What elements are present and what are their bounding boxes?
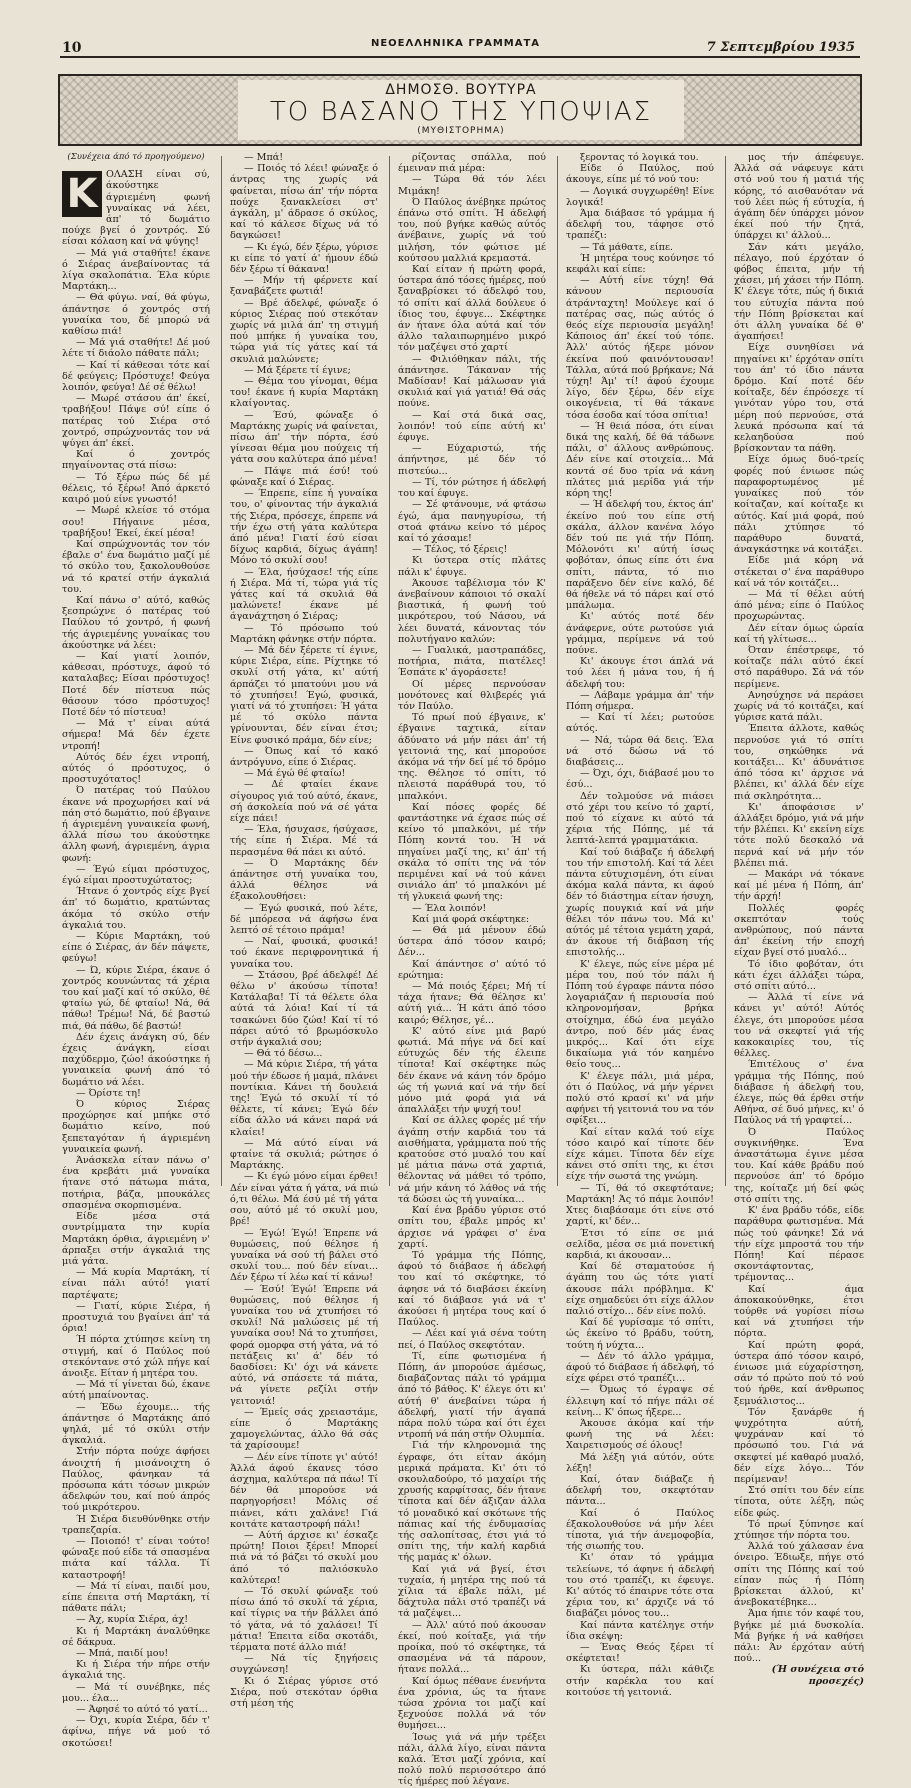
paragraph: — Τό ξέρω πώς δέ μέ θέλεις, τό ξέρω! Άπό άρκετό καιρό μού είνε γνωστό! <box>62 471 210 506</box>
paragraph: — Μωρέ κλείσε τό στόμα σου! Πήγαινε μέσα, τραβήξου! Έκεί, έκεί μέσα! <box>62 505 210 539</box>
paragraph: — Τό σκυλί φώναξε τού πίσω άπό τό σκυλί τά χέρια, καί τίγρις να τήν βάλλει άπό τό γάτα, νά τό χαλάσει! Τί μάτια! Έπειτα είδα σκοτάδι, τέρματα ποτέ άλλο πιά! <box>230 1586 378 1654</box>
paragraph: Είδε ό Παύλος, πού άκουγε, είπε μέ τό νού του: <box>566 163 714 186</box>
paragraph-list <box>566 152 714 1698</box>
paragraph: — Μπά! <box>244 152 284 163</box>
paragraph: — Έλα λοιπόν! <box>412 902 487 914</box>
paragraph: Τό πρωί πού έβγαινε, κ' έβγαινε ταχτικά, είταν άδύνατο νά μήν πάει άπ' τή γειτονιά της, καί μπορούσε άκόμα νά τήν δεί μέ τό δρόμο της. Θέλησε τό σπίτι, τό πλειστά παράθυρά του, τό μπαλκόνι. <box>398 712 546 802</box>
paragraph: Άμα ήπιε τόν καφέ του, βγήκε μέ μιά δυσκολία. Μά βγήκε ή νά καθήσει πάλι: Άν έρχόταν αύτή πού... <box>734 1608 864 1665</box>
paragraph: — Ένας Θεός ξέρει τί σκέφτεται! <box>566 1642 714 1665</box>
paragraph: — Όρίστε τη! <box>76 1087 141 1099</box>
paragraph: — Έλα, ήσύχασε! τής είπε ή Σιέρα. Μά τί, τώρα γιά τίς γάτες καί τά σκυλιά θά μαλώνετε! έκανε μέ άγανάχτηση ό Σιέρας; <box>230 566 378 623</box>
paragraph: Κι ό Σιέρας γύρισε στό Σιέρα, πού στεκόταν όρθια στή μέση τής <box>230 1675 378 1710</box>
paragraph: Κι ύστερα, πάλι κάθιζε στήν καρέκλα του καί κοιτούσε τή γειτονιά. <box>566 1664 714 1698</box>
paragraph: — Στάσου, βρέ άδελφέ! Δέ θέλω ν' άκούσω τίποτα! Κατάλαβα! Τί τά θέλετε όλα αύτά τά λόια! Καί τί τά τσακώνει δύο ζώα! Καί τί τό πάρει αύτό τό βρωμόσκυλο στήν άγκαλιά σου; <box>230 969 378 1049</box>
paragraph: — Θέμα του γίνομαι, θέμα του! έκανε ή κυρία Μαρτάκη κλαίγοντας. <box>230 376 378 410</box>
issue-date: 7 Σεπτεμβρίου 1935 <box>706 40 855 55</box>
paragraph: Καί δέ σταματούσε ή άγάπη του ώς τότε γιατί άκουσε πάλι πρόβλημα. Κ' είχε σημαδεύει ότι είχε άλλον παλιό στίχο... δέν είνε πολύ. <box>566 1261 714 1317</box>
paragraph-list <box>734 152 864 1664</box>
paragraph: — Άφησέ το αύτό τό γατί... <box>76 1704 208 1716</box>
paragraph: — Μά αύτό είναι νά φταίνε τά σκυλιά; ρώτησε ό Μαρτάκης. <box>230 1137 378 1172</box>
column-divider <box>221 156 222 1186</box>
paragraph: — Έπρεπε, είπε ή γυναίκα του, ο' φίνοντας τήν άγκαλιά τής Σιέρα, πρόσεχε, έπρεπε νά τήν έχω στή γάτα καλύτερα άπό μένα! Γιατί έσύ είσαι δίχως καρδιά, δίχως άγάπη! Μόνο τό σκυλί σου! <box>230 488 378 567</box>
paragraph: — Μά τί συνέβηκε, πές μου... έλα... <box>62 1681 210 1704</box>
paragraph: ξεροντας τό λογικά του. <box>580 152 699 163</box>
paragraph: — Θά φύγω. ναί, θά φύγω, άπάντησε ό χοντρός στή γυναίκα του, δέ μπορώ νά καθίσω πιά! <box>62 292 210 338</box>
paragraph: — Μακάρι νά τόκανε καί μέ μένα ή Πόπη, άπ' τήν άρχή! <box>734 869 864 903</box>
paragraph: Άκουσε ταβέλισμα τόν Κ' άνεβαίνουν κάποιοι τό σκαλί βιαστικά, ή φωνή τού μικρότερου, τού Νάσου, νά λέει δυνατά, κάνοντας τόν πολυτήγανο καλών: <box>398 577 546 645</box>
paragraph: Κ' ένα βράδυ τόδε, είδε παράθυρα φωτισμένα. Μά πώς τού φάνηκε! Σά νά τήν είχε μπροστά του τήν Πόπη! Καί πέρασε σκοντάφτοντας, τρέμοντας... <box>734 1205 864 1284</box>
paragraph: Καί άπάντησε σ' αύτό τό ερώτημα: <box>398 958 546 981</box>
text-column-1 <box>62 152 210 1749</box>
paragraph: — Γιατί, κύριε Σιέρα, ή προστυχιά του βγαίνει άπ' τά όρια! <box>62 1300 210 1335</box>
paragraph: — Ποιοπό! τ' είναι τούτο! φώναξε πού είδε τά σπασμένα πιάτα καί τάλλα. Τί καταστροφή! <box>62 1535 210 1581</box>
paragraph: Κι ή Σιέρα τήν πήρε στήν άγκαλιά της. <box>62 1659 210 1682</box>
text-column-3 <box>398 152 546 1788</box>
paragraph: — Μά τί είναι, παιδί μου, είπε έπειτα στή Μαρτάκη, τί πάθατε πάλι; <box>62 1580 210 1615</box>
paragraph: Κ' αύτό είνε μιά βαρύ φωτιά. Μά πήγε νά δεί καί εύτυχώς δέν τής έλειπε τίποτα! Καί σκέφτηκε πώς δέν έκανε νά κάνη τόν δρόμο ώς τή γωνιά καί νά τήν δεί μόνο μιά φορά γιά νά άπαλλάξει τήν ψυχή του! <box>398 1025 546 1116</box>
text-column-2 <box>230 152 378 1710</box>
paragraph: — Έσύ! Έγώ! Έπρεπε νά θυμώσεις, πού θέλησε ή γυναίκα του νά χτυπήσει τό σκυλί! Νά μαλώσεις μέ τή γυναίκα σου! Νά το χτυπήσει, φορά ομορφα στή γάτα, νά τό πετάξεις κι' ά' δέν τό δασδίσει: Κι' όχι νά κάνετε αύτό, νά σπάσετε τά πιάτα, νά γίνετε ρεζίλι στήν γειτονιά! <box>230 1283 378 1407</box>
paragraph: Αύτός δέν έχει ντροπή, αύτός ό πρόστυχος, ό προστυχότατος! <box>62 751 210 786</box>
paragraph: Ό Παύλος συγκινήθηκε. Ένα άναστάτωμα έγινε μέσα του. Καί κάθε βράδυ πού περνούσε άπ' τό δρόμο της, κοίταζε μή δεί φώς στό σπίτι της. <box>734 1126 864 1205</box>
paragraph: — Όμως τό έγραψε σέ έλλειψη καί τό πήγε πάλι σέ κείνη... Κ' όπως ήξερε... <box>566 1384 714 1418</box>
paragraph: — Μά κυρία Μαρτάκη, τί είναι πάλι αύτό! γιατί παρτέψατε; <box>62 1267 210 1301</box>
paragraph: — Ή άδελφή του, έκτος άπ' έκείνο πού του είπε στή σκάλα, άλλον κανένα λόγο δέν τού πε γιά τήν Πόπη. Μόλονότι κι' αύτή ίσως φοβόταν, όπως είπε ότι ένα σπίτι, πάντα, τό πιο παράξενο δέν είνε καλό, δέ θά ήθελε νά τό πάρει καί στό μπάλωμα. <box>566 499 714 612</box>
paragraph: — Ή θειά πόσα, ότι είναι δικά της καλή, δέ θά τάδωνε πάλι, σ' άλλους ανθρώπους. Δέν είνε καί στοιχεία... Μά κοντά σέ δυο τρία νά κάνη πλάτες μιά μερίδα γιά τήν κόρη της! <box>566 420 714 500</box>
paragraph: Τό ίδιο φοβόταν, ότι κάτι έχει άλλάξει τώρα, στό σπίτι αύτό... <box>734 958 864 993</box>
story-genre: (ΜΥΘΙΣΤΟΡΗΜΑ) <box>417 126 505 136</box>
paragraph: — Κι έγώ, δέν ξέρω, γύρισε κι είπε τό γατί ά' ήμουν έδώ δέν ξέρω τί θάκανα! <box>230 241 378 276</box>
paragraph: Έπιτέλους σ' ένα γράμμα τής Πόπης, πού διάβασε ή άδελφή του, έλεγε, πώς θά έρθει στήν Αθήνα, σέ δυό μήνες, κι' ό Παύλος νά τή γραφτεί... <box>734 1059 864 1127</box>
page-number: 10 <box>62 40 82 56</box>
paragraph: Οί μέρες περνούσαν μονότονες καί θλιβερές γιά τόν Παύλο. <box>398 678 546 712</box>
paragraph: Καί άμα άποκακούνθηκε, έτσι τούρθε νά γυρίσει πίσω καί νά χτυπήσει τήν πόρτα. <box>734 1283 864 1340</box>
paragraph: — Δέν είνε τίποτε γι' αύτό! Άλλά άφού έκανες τόσο άσχημα, καλύτερα πά πάω! Τί δέν θά μπορούσε νά παρηγορήσει! Μόλις σέ πιάνει, κάτι χαλάνε! Γιά κοιτάτε καταστροφή πάλι! <box>230 1451 378 1530</box>
paragraph: Καί όμως πέθανε ένενήντα ένα χρόνια, ώς τα ήτανε τώσα χρόνια τοι μαζί καί ξεχνούσε πολλά νά τόν θυμήσει... <box>398 1675 546 1732</box>
paragraph: — Άλλά τί είνε νά κάνει γι' αύτό! Αύτός έλεγε, ότι μπορούσε μέσα του νά σκεφτεί γιά τής κακοκαιρίες του, τίς θέλλες. <box>734 992 864 1060</box>
paragraph: — Μά τ' είναι αύτά σήμερα! Μά δέν έχετε ντροπή! <box>62 718 210 752</box>
continued-note: (Συνέχεια άπό τό προηγούμενο) <box>67 152 205 162</box>
paragraph: — Ποιός τό λέει! φώναξε ό άντρας της χωρίς νά φαίνεται, πίσω άπ' τήν πόρτα πούχε ξανακλείσει στ' άγκάλη, μ' άδρασε ό σκύλος, καί τό κάλεσε δίχως νά τό δαγκώσει! <box>230 163 378 242</box>
paragraph: Κι ή Μαρτάκη άναλύθηκε σέ δάκρυα. <box>62 1625 210 1648</box>
opening-paragraph <box>62 169 210 247</box>
paragraph: — Δέν τό άλλο γράμμα, άφού τό διάβασε ή άδελφή, τό είχε φέρει στό τραπέζι... <box>566 1350 714 1385</box>
paragraph: Κ' έλεγε, πώς είνε μέρα μέ μέρα του, πού τόν πάλι ή Πόπη τού έγραφε πάντα πόσο λογαριάζαν ή περιουσία πού κληρονομήσαν, βρήκα στοίχημα, έδώ ένα μεγάλο άντρο, πού δέν μάς ένας μικρός... Καί ότι είχε δικαίωμα γιά τόν καημένο θείο τους... <box>566 958 714 1071</box>
paragraph: — Μά έγώ θέ φταίω! <box>244 768 346 780</box>
paragraph: Σάν κάτι μεγάλο, πέλαγο, πού έρχόταν ό φόβος έπειτα, μήν τή χάσει, μή χάσει τήν Πόπη. Κ' έλεγε τότε, πώς ή δικιά του εύτυχία πάντα πού τήν Πόπη βρίσκεται καί ότι άλλη γυναίκα δέ θ' άγαπήσει! <box>734 241 864 343</box>
paragraph: — Μωρέ στάσου άπ' έκεί, τραβήξου! Πάψε σύ! είπε ό πατέρας τού Σιέρα στό χοντρό, σπρώχνοντάς τον νά ψύγει άπ' έκεί. <box>62 393 210 450</box>
paragraph: Καί, όταν διάβαζε ή άδελφή του, σκεφτόταν πάντα... <box>566 1473 714 1508</box>
paragraph: — Έγώ φυσικά, πού λέτε, δέ μπόρεσα νά άφήσω ένα λεπτό σέ τέτοιο πράμα! <box>230 902 378 937</box>
paragraph: — Σέ φτάνουμε, νά φτάσω έγώ, άμα πανηγυρίσω, τή στοά φτάνω κείνο τό μέρος καί τό χάσαμε! <box>398 499 546 544</box>
paragraph: Δέν τολμούσε νά πιάσει στό χέρι του κείνο τό χαρτί, πού τό είχανε κι αύτό τά χέρια τής Πόπης, μέ τά λεπτά-λεπτά γραμματάκια. <box>566 790 714 847</box>
story-title: ΤΟ ΒΑΣΑΝΟ ΤΗΣ ΥΠΟΨΙΑΣ <box>269 97 653 127</box>
paragraph: Κι ύστερα στίς πλάτες πάλι κ' έφυγε. <box>398 555 546 578</box>
column-divider <box>557 156 558 1186</box>
paragraph: Κι' άποφάσισε ν' άλλάξει δρόμο, γιά νά μήν τήν βλέπει. Κι' εκείνη είχε τότε πολύ δεσκαλό νά περνά καί νά μήν τόν βλέπει πιά. <box>734 801 864 869</box>
paragraph: Στήν πόρτα πούχε άφήσει άνοιχτή ή μισάνοιχτη ό Παύλος, φάνηκαν τά πρόσωπα κάτι τόσων μικρών άδελφών του, καί πού άπρός τού μικρότερου. <box>62 1446 210 1514</box>
paragraph: Καί δέ γυρίσαμε τό σπίτι, ώς έκείνο τό βράδυ, τούτη, τούτη ή νύχτα... <box>566 1317 714 1351</box>
paragraph: Δέν έχεις άνάγκη σύ, δέν έχεις άνάγκη, είσαι παχύδερμο, ζώο! άκούστηκε ή γυναικεία φωνή άπό τό δωμάτιο νά λέει. <box>62 1031 210 1088</box>
paragraph: — Λογικά συγχωρέθη! Είνε λογικά! <box>566 185 714 208</box>
column-divider <box>725 156 726 1186</box>
paragraph: — Μά γιά σταθήτε! Δέ μού λέτε τί διάολο πάθατε πάλι; <box>62 337 210 360</box>
paragraph: — Βρέ άδελφέ, φώναξε ό κύριος Σιέρας πού στεκόταν χωρίς νά μιλά άπ' τη στιγμή πού μπήκε ή γυναίκα του, τώρα γιά τίς γάτες καί τά σκυλιά μαλώνετε; <box>230 297 378 365</box>
continuation-note: (Ή συνέχεια στό προσεχές) <box>771 1664 864 1687</box>
paragraph: ρίζοντας σπάλλα, πού έμειναν πιά μέρα: <box>398 152 546 175</box>
paragraph: Τόν ξανάρθε ή ψυχρότητα αύτή, ψυχράναν καί τό πρόσωπό του. Γιά νά σκεφτεί μέ καθαρό μυαλό, δέν είχε λόγο... Τόν περίμεναν! <box>734 1406 864 1485</box>
paragraph: — Καί τί λέει; ρωτούσε αύτός. <box>566 712 714 735</box>
paragraph: — Άχ, κυρία Σιέρα, άχ! <box>76 1614 189 1626</box>
paragraph: — Τό πρόσωπο τού Μαρτάκη φάνηκε στήν πόρτα. <box>230 622 378 645</box>
paragraph: — Αύτή είνε τύχη! Θά κάνουν περιουσία άτράνταχτη! Μούλεγε καί ό πατέρας σας, πώς αύτός ό θεός είχε περιουσία μεγάλη! Κάποιος άπ' έκεί τού τόπε. Άλλ' αύτός ήξερε μόνον έκείνα πού φαινόντουσαν! Τάλλα, αύτά πού βρήκανε; Νά τύχη! Άμ' τί! άφού έχουμε λίγο, δέν ξέρω, δέν είχε οικογένεια, τί θά τάκανε τόσα έσοδα καί τόσα σπίτια! <box>566 275 714 421</box>
paragraph: Καί σε άλλες φορές μέ τήν άγάπη στήν καρδιά του τά αισθήματα, γράμματα πού τής κρατούσε στό μυαλό του καί μέ μάτια πάνω στά χαρτιά, θέλοντας νά μάθει τό τρόπο, νά μήν κάνη τό λάθος νά τής τά δώσει ώς τή γυναίκα... <box>398 1115 546 1205</box>
paragraph: Πολλές φορές σκεπτόταν τούς ανθρώπους, πού πάντα άπ' έκείνη τήν εποχή είχαν βγεί στό μυαλό... <box>734 902 864 959</box>
page-header <box>0 0 911 58</box>
paragraph: — Έσύ, φώναξε ό Μαρτάκης χωρίς νά φαίνεται, πίσω άπ' τήν πόρτα, έσύ γίνεσαι θέμα μου πούχεις τή γάτα σου καλύτερα άπό μένα! <box>230 409 378 466</box>
paragraph: Καί τού διάβαζε ή άδελφή του τήν επιστολή. Καί τά λέει πάντα εύτυχισμένη, ότι είναι άκόμα καλά πάντα, κι άφού δέν τό διάστημα είταν ήσυχη, χωρίς πουγκιά καί νά μήν θέλει τόν πάνω του. Μά κι' αύτός μέ τέτοια γεμάτη χαρά, άν άκουε τή διάβαση τής επιστολής... <box>566 846 714 959</box>
drop-cap: Κ <box>62 171 102 217</box>
paragraph: — Κύριε Μαρτάκη, τού είπε ό Σιέρας, άν δέν πάψετε, φεύγω! <box>62 931 210 965</box>
text-column-4 <box>566 152 714 1698</box>
paragraph: — Έλα, ήσυχασε, ήσύχασε, τής είπε ή Σιέρα. Μέ τά περασμένα θά πάει κι αύτό. <box>230 824 378 858</box>
paragraph: Ό πατέρας τού Παύλου έκανε νά προχωρήσει καί νά πάη στό δωμάτιο, πού έβγαινε ή άγριεμένη γυναικεία φωνή, άλλά πίσω του άκούστηκε άλλη φωνή, άγριεμένη, άγρια φωνή: <box>62 785 210 864</box>
paragraph: Έτσι τό είπε σε μιά σελίδα, μέσα σε μιά πονετική καρδιά, κι άκουσαν... <box>566 1227 714 1261</box>
paragraph: Καί μιά φορά σκέφτηκε: <box>412 913 530 925</box>
title-box <box>58 74 862 146</box>
paragraph: — Μά κύριε Σιέρα, τή γάτα μού τήν έδωσε ή μαμά, πλάνει ποντίκια. Κάνει τή δουλειά της! Έγώ τό σκυλί τί τό θέλετε, τί κάνει; Έγώ δέν είδα άλλο νά κάνει παρά νά κλαίει! <box>230 1059 378 1138</box>
paragraph: Δέν είταν όμως ώραία καί τή γλίτωσε... <box>734 622 864 645</box>
paragraph: — Μά δέν ξέρετε τί έγινε, κύριε Σιέρα, είπε. Ρίχτηκε τό σκυλί στή γάτα, κι' αύτή άρπάζει τό μπατούνι μου νά τό χτυπήσει! Έγώ, φυσικά, γιατί νά τό χτυπήσει: Ή γάτα μέ τό σκύλο πάντα γρίνουνται, δέν είναι έτσι; Είνε φυσικό πράμα, δέν είνε; <box>230 644 378 746</box>
paragraph: — Καί στά δικά σας, λοιπόν! τού είπε αύτή κι' έφυγε. <box>398 409 546 444</box>
paragraph: Άμα διάβασε τό γράμμα ή άδελφή του, τάφησε στό τραπέζι: <box>566 208 714 242</box>
paragraph: Καί πάνω σ' αύτό, καθώς ξεσπρώχνε ό πατέρας τού Παύλου τό χοντρό, ή φωνή τής άγριεμένης γυναίκας του άκούστηκε νά λέει: <box>62 594 210 651</box>
paragraph: — Θά μά μένουν έδώ ύστερα άπό τόσον καιρό; Δέν... <box>398 925 546 959</box>
paragraph: Τό πρωί ξύπνησε καί χτύπησε τήν πόρτα του. <box>734 1518 864 1541</box>
paragraph: Κι' όταν τό γράμμα τελείωνε, τό άφηνε ή άδελφή του στό τραπέζι, κι έφευγε. Κι' αύτός τό έπαιρνε τότε στα χέρια του, κι' άρχιζε νά τό διαβάζει μόνος του... <box>566 1552 714 1620</box>
paragraph-list <box>62 248 210 1749</box>
title-panel <box>238 80 684 140</box>
paragraph: Είδε μιά κόρη νά στέκεται σ' ένα παράθυρο καί νά τόν κοιτάζει... <box>734 555 864 589</box>
paragraph: — Τί, τόν ρώτησε ή άδελφή του καί έφυγε. <box>398 476 546 500</box>
paragraph: — Μά ξέρετε τί έγινε; <box>244 364 351 376</box>
paragraph: — Εύχαριστώ, τής άπήντησε, μέ δέν τό πιστεύω... <box>398 443 546 477</box>
paragraph: ΟΛΑΣΗ είναι σύ, άκούστηκε άγριεμένη φωνή γυναίκας νά λέει, άπ' τό δωμάτιο πούχε βγεί ό χοντρός. Σύ είσαι κόλαση καί νά ψύγης! <box>62 169 210 248</box>
paragraph: Ήτανε ό χοντρός είχε βγεί άπ' τό δωμάτιο, κρατώντας άκόμα τό σκύλο στήν άγκαλιά του. <box>62 886 210 931</box>
paragraph: Ή μητέρα τους κούνησε τό κεφάλι καί είπε: <box>566 252 714 276</box>
paragraph: — Έγώ είμαι πρόστυχος, έγώ είμαι προστυχώτατος; <box>62 863 210 886</box>
paragraph: Στό σπίτι του δέν είπε τίποτα, ούτε λέξη, πώς είδε φώς. <box>734 1485 864 1519</box>
paragraph: Καί είταν ή πρώτη φορά, ύστερα άπό τόσες ήμέρες, πού ξαναβρίσκει τό άδελφό του, τό σπίτι καί άλλά δούλευε ό ίδιος του, έφυγε... Σκέφτηκε άν ήτανε όλα αύτά καί τόν άλλο ταλαιπωρημένο μικρό τόν μαζέψει στό χαρτί <box>398 264 546 354</box>
paragraph: — Έδω έχουμε... τής άπάντησε ό Μαρτάκης άπό ψηλά, μέ τό σκύλι στήν άγκαλιά. <box>62 1401 210 1447</box>
paragraph: Ό Παύλος άνέβηκε πρώτος έπάνω στό σπίτι. Ή άδελφή του, πού βγήκε καθώς αύτός άνέβαινε, χωρίς νά τού μιλήση, τόν φώτισε μέ κούτσου μαλλιά κρεμαστά. <box>398 196 546 264</box>
paragraph: Καί ό χοντρός πηγαίνοντας στά πίσω: <box>62 449 210 472</box>
paragraph: — Μά γιά σταθήτε! έκανε ό Σιέρας άνεβαίνοντας τά λίγα σκαλοπάτια. Έλα κύριε Μαρτάκη... <box>62 247 210 293</box>
paragraph: — Μήν τή φέρνετε καί ξαναβάζετε φωτιά! <box>230 275 378 298</box>
paragraph: μος τήν άπέφευγε. Άλλά σά νάφευγε κάτι στό νού του ή ματιά τής κόρης, τό αισθανόταν νά τού λέει πώς ή εύτυχία, ή άγάπη δέν ύπάρχει μόνον έκεί πού τήν ζητά, ύπάρχει κι' άλλού... <box>734 152 864 242</box>
paragraph: Είχε συνηθίσει νά πηγαίνει κι' έρχόταν σπίτι του άπ' τό ίδιο πάντα δρόμο. Καί ποτέ δέν κοίταξε, δέν έπρόσεχε τί γινόταν γύρο του, στά μέρη πού περνούσε, στά λευκά πρόσωπα καί τά κελαηδούσα πού βρίσκονταν τα πάθη. <box>734 342 864 455</box>
paragraph: Καί σπρώχνοντάς τον τόν έβαλε σ' ένα δωμάτιο μαζί μέ τό σκύλο του, ξακολουθούσε νά τό κρατεί στήν άγκαλιά του. <box>62 538 210 595</box>
paragraph: Ή Σιέρα διευθύνθηκε στήν τραπεζαρία. <box>62 1513 210 1536</box>
paragraph: Τό γράμμα τής Πόπης, άφού τό διάβασε ή άδελφή του καί τό σκέφτηκε, τό άφησε νά τό διαβάσει έκείνη καί τό διάβασε γιά νά τ' άκούσει ή μητέρα τους καί ό Παύλος. <box>398 1249 546 1329</box>
paragraph: — Τί, θά τό σκεφτότανε; Μαρτάκη! Άς τό πάμε λοιπόν! Χτες διαβάσαμε ότι είνε στό χαρτί, κι' δέν... <box>566 1182 714 1228</box>
paragraph: — Λέει καί γιά σένα τούτη πεί, ό Παύλος σκεφτόταν. <box>398 1328 546 1351</box>
paragraph: — Νά, τώρα θά δεις. Έλα νά στό δώσω νά τό διαβάσεις... <box>566 734 714 768</box>
paragraph: — Θά τό δέσω... <box>244 1048 323 1060</box>
paragraph: — Έμείς σάς χρειαστάμε, είπε ό Μαρτάκης χαμογελώντας, άλλο θά σάς τά χαρίσουμε! <box>230 1406 378 1452</box>
paragraph: Είχε όμως δυό-τρείς φορές πού ένιωσε πώς παραφορτωμένος μέ γυναίκες πού τόν κοίταζαν, καί κοίταξε κι αύτός. Καί μιά φορά, πού πάλι χτύπησε τό παράθυρο δυνατά, άναγκάστηκε νά κοιτάξει. <box>734 454 864 556</box>
paragraph: — Όχι, όχι, διάβασέ μου το έσύ... <box>566 768 714 791</box>
paragraph: Καί είταν καλά τού είχε τόσο καιρό καί τίποτε δέν είχε κάμει. Τίποτα δέν είχε κάνει στό σπίτι της, κι έτσι είχε τήν σωστά της γνώμη. <box>566 1126 714 1183</box>
paragraph: — Λάβαμε γράμμα άπ' τήν Πόπη σήμερα. <box>566 689 714 712</box>
paragraph: Άκουσε άκόμα καί τήν φωνή της νά λέει: Χαιρετισμούς σέ όλους! <box>566 1417 714 1452</box>
paragraph: Μά λέξη γιά αύτόν, ούτε λέξη! <box>566 1451 714 1474</box>
paragraph: — Φιλιόθηκαν πάλι, τής άπάντησε. Τάκαναν τής Μαδίσαν! Καί μάλωσαν γιά σκυλιά καί γιά γατιά! Θά σάς πούνε. <box>398 353 546 410</box>
paragraph: — Όχι, κυρία Σιέρα, δέν τ' άφίνω, πήγε νά μού τό σκοτώσει! <box>62 1715 210 1749</box>
paragraph: Έπειτα άλλοτε, καθώς περνούσε γιά τό σπίτι του, σηκώθηκε νά κοιτάξει... Κι' άδυνάτισε άπό τόσα κι' άρχισε νά βλέπει, κι' άλλά δέν είχε πιά σκληρότητα... <box>734 723 864 802</box>
paragraph: — Καί τί κάθεσαι τότε καί δέ φεύγεις; Πρόστυχε! Φεύγα λοιπόν, φεύγα! Δέ σέ θέλω! <box>62 359 210 394</box>
paragraph: Καί ένα βράδυ γύρισε στό σπίτι του, έβαλε μπρός κι' άρχισε νά γράφει σ' ένα χαρτί. <box>398 1205 546 1250</box>
paragraph: — Μπά, παιδί μου! <box>76 1648 169 1660</box>
magazine-name: ΝΕΟΕΛΛΗΝΙΚΑ ΓΡΑΜΜΑΤΑ <box>370 38 541 49</box>
paragraph: — Πάψε πιά έσύ! τού φώναξε καί ό Σιέρας. <box>230 465 378 488</box>
paragraph: — Μά τί γίνεται δώ, έκανε αύτή μπαίνοντας. <box>62 1379 210 1402</box>
paragraph: Ίσως γιά νά μήν τρέξει πάλι, άλλά λίγο, είναι πάντα καλά. Έτσι μαζί χρόνια, καί πολύ πολύ περισσότερο άπό τίς ήμέρες πού λέγανε. <box>398 1731 546 1788</box>
paragraph: Ό κύριος Σιέρας προχώρησε καί μπήκε στό δωμάτιο κείνο, πού ξεπεταγόταν ή άγριεμένη γυναικεία φωνή. <box>62 1099 210 1155</box>
paragraph: Τί, είπε φωτισμένα ή Πόπη, άν μπορούσε άμέσως, διαβάζοντας πάλι τό γράμμα άπό τό βάθος. Κ' έλεγε ότι κι' αύτή θ' άνεβαίνει τώρα ή άδελφή, γιατί τήν άγαπά πάρα πολύ τώρα καί ότι έχει ντροπή νά πάη στήν Ολυμπία. <box>398 1350 546 1441</box>
paragraph: Ανησύχησε νά περάσει χωρίς νά τό κοιτάζει, καί γύρισε κατά πάλι. <box>734 689 864 724</box>
paragraph: — Άλλ' αύτό πού άκουσαν έκεί, πού κοίταξε, γιά τήν προίκα, πού τό σκέφτηκε, τά σπασμένα νά τά πάρουν, ήτανε πολλά... <box>398 1619 546 1676</box>
paragraph: Καί πάντα κατέληγε στήν ίδια σκέψη: <box>566 1619 714 1642</box>
paragraph: — Μά τί θέλει αύτή άπό μένα; είπε ό Παύλος προχωρώντας. <box>734 588 864 623</box>
paragraph: — Δέ φταίει έκανε σίγουρος γιά τού αύτό, έκανε, σή άσκολεία πού νά σέ γάτα είχε πάει! <box>230 779 378 824</box>
header-rule <box>60 56 860 58</box>
column-divider <box>389 156 390 1186</box>
paragraph: — Ώ, κύριε Σιέρα, έκανε ό χοντρός κουνώντας τά χέρια του καί μαζί καί τό σκύλο, θέ φταίω γώ, δέ φταίω! Νά, θά πάθω! Τρέμω! Νά, δέ βαστώ πιά, θά πάθω, δέ βαστώ! <box>62 964 210 1032</box>
author-name: ΔΗΜΟΣΘ. ΒΟΥΤΥΡΑ <box>385 82 537 98</box>
paragraph: — Νά τίς ξηγήσεις συγχώνεση! <box>230 1653 378 1676</box>
paragraph: Κι' άκουγε έτσι άπλά νά τού λέει ή μάνα του, ή ή άδελφή του: <box>566 656 714 690</box>
paragraph: — Τώρα θά τόν λέει Μιμάκη! <box>398 174 546 197</box>
paragraph: — Ναί, φυσικά, φυσικά! τού έκανε περιφρονητικά ή γυναίκα του. <box>230 936 378 970</box>
paragraph: Καί γιά νά βγεί, έτσι τυχαία, ή μητέρα της πού τά χίλια τά έβαλε πάλι, μέ δάχτυλα πάλι στό τραπέζι νά τά μαζέψει... <box>398 1563 546 1620</box>
paragraph: Ή πόρτα χτύπησε κείνη τη στιγμή, καί ό Παύλος πού στεκόντανε στό χώλ πήγε καί άνοιξε. Είταν ή μητέρα του. <box>62 1334 210 1379</box>
paragraph-list <box>398 152 546 1788</box>
paragraph: Άνάσκελα είταν πάνω σ' ένα κρεβάτι μιά γυναίκα ήτανε στό πάτωμα πιάτα, ποτήρια, βάζα, μπουκάλες σπασμένα σκορπισμένα. <box>62 1155 210 1211</box>
paragraph: — Τά μάθατε, είπε. <box>580 241 673 253</box>
paragraph-list <box>230 152 378 1709</box>
paragraph: Κ' έλεγε πάλι, μιά μέρα, ότι ό Παύλος, νά μήν γέρνει πολύ στό κρασί κι' νά μήν αφήνει τή γειτονιά του να τόν σφίξει... <box>566 1070 714 1127</box>
paragraph: Γιά τήν κληρονομιά της έγραφε, ότι είταν άκόμη μερικά πράματα. Κι' ότι τό σκουλαδούρο, τό μαχαίρι τής χρυσής καρφίτσας, δέν ήτανε τίποτα καί δέν άξιζαν άλλα τό μοναδικό καί σκότωνε τής πάπιας καί τής ένδυμασίας τής σαλοπίτσας, έτσι γιά τό σπίτι της, τήν καλή καρδιά τής μαμάς κ' όλων. <box>398 1440 546 1564</box>
paragraph: — Γυαλικά, μαστραπάδες, ποτήρια, πιάτα, πιατέλες! Έσπάτε κ' άγοράσετε! <box>398 644 546 679</box>
paragraph: Καί πόσες φορές δέ φαντάστηκε νά έχασε πώς σέ κείνο τό μπαλκόνι, μέ τήν Πόπη κοντά του. Ή νά πηγαίνει μαζί της, κι' άπ' τή σκάλα τό σπίτι της νά τόν περιμένει καί νά τού κάνει σινιάλο άπ' τό μπαλκόνι μέ τή γλυκειά φωνή της: <box>398 801 546 903</box>
paragraph: — Κι έγώ μόνο είμαι έρθει! Δέν είναι γάτα ή γάτα, νά πιώ ό,τι θέλω. Μά έσύ μέ τή γάτα σου, αύτό μέ τό σκυλί μου, βρέ! <box>230 1171 378 1228</box>
paragraph: Όταν έπέστρεφε, τό κοίταζε πάλι αύτό έκεί στό παράθυρο. Σά νά τόν περίμενε. <box>734 644 864 690</box>
paragraph: — Μά ποιός ξέρει; Μή τί τάχα ήτανε; Θά θέλησε κι' αύτή γιά... Ή κάτι άπό τόσο καιρό; Θέλησε, γέ... <box>398 981 546 1026</box>
paragraph: Είδε μέσα στά συντρίμματα την κυρία Μαρτάκη όρθια, άγριεμένη ν' άρπαξει στήν άγκαλιά της μιά γάτα. <box>62 1211 210 1267</box>
paragraph: — Καί γιατί λοιπόν, κάθεσαι, πρόστυχε, άφού τό καταλαβες; Είσαι πρόστυχος! Ποτέ δέν πίστευα πώς θάσουν τόσο πρόστυχος! Ποτέ δέν τό πίστευα! <box>62 650 210 718</box>
paragraph: — Έγώ! Έγώ! Έπρεπε νά θυμώσεις, πού θέλησε ή γυναίκα νά σού τή βάλει στό σκυλί του... πού δέν είναι... Δέν ξέρω τί λέω καί τί κάνω! <box>230 1227 378 1284</box>
paragraph: — Ό Μαρτάκης δέν άπάντησε στή γυναίκα του, άλλά θέλησε νά έξακολουθήσει: <box>230 857 378 903</box>
paragraph: — Τέλος, τό ξέρεις! <box>412 544 508 556</box>
paragraph: — Όπως καί τό κακό άντρόγυνο, είπε ό Σιέρας. <box>230 745 378 768</box>
paragraph: Καί πρώτη φορά, ύστερα άπό τόσον καιρό, ένιωσε μιά εύχαρίστηση, σάν τό πρώτο πού τό νού τού ήρθε, καί άνθρωπος ξεμυάλιστος... <box>734 1339 864 1407</box>
paragraph: — Αύτή άρχισε κι' έσκαζε πρώτη! Ποιοι ξέρει! Μπορεί πιά νά τό βάζει τό σκυλί μου άπό τό παλιόσκυλο καλύτερα! <box>230 1529 378 1586</box>
paragraph: Κι' αύτός ποτέ δέν άνάφερνε, ούτε ρωτούσε γιά γράμμα, περίμενε νά τού πούνε. <box>566 611 714 656</box>
paragraph: Καί ό Παύλος έξακολουθούσε νά μήν λέει τίποτα, γιά τήν άνεμοφοβία, τής σιωπής του. <box>566 1507 714 1553</box>
paragraph: Άλλά τού χάλασαν ένα όνειρο. Έδιωξε, πήγε στό σπίτι της Πόπης καί τού είπαν πώς ή Πόπη βρίσκεται άλλού, κι' άνεβοκατέβηκε... <box>734 1541 864 1609</box>
text-column-5 <box>734 152 864 1687</box>
